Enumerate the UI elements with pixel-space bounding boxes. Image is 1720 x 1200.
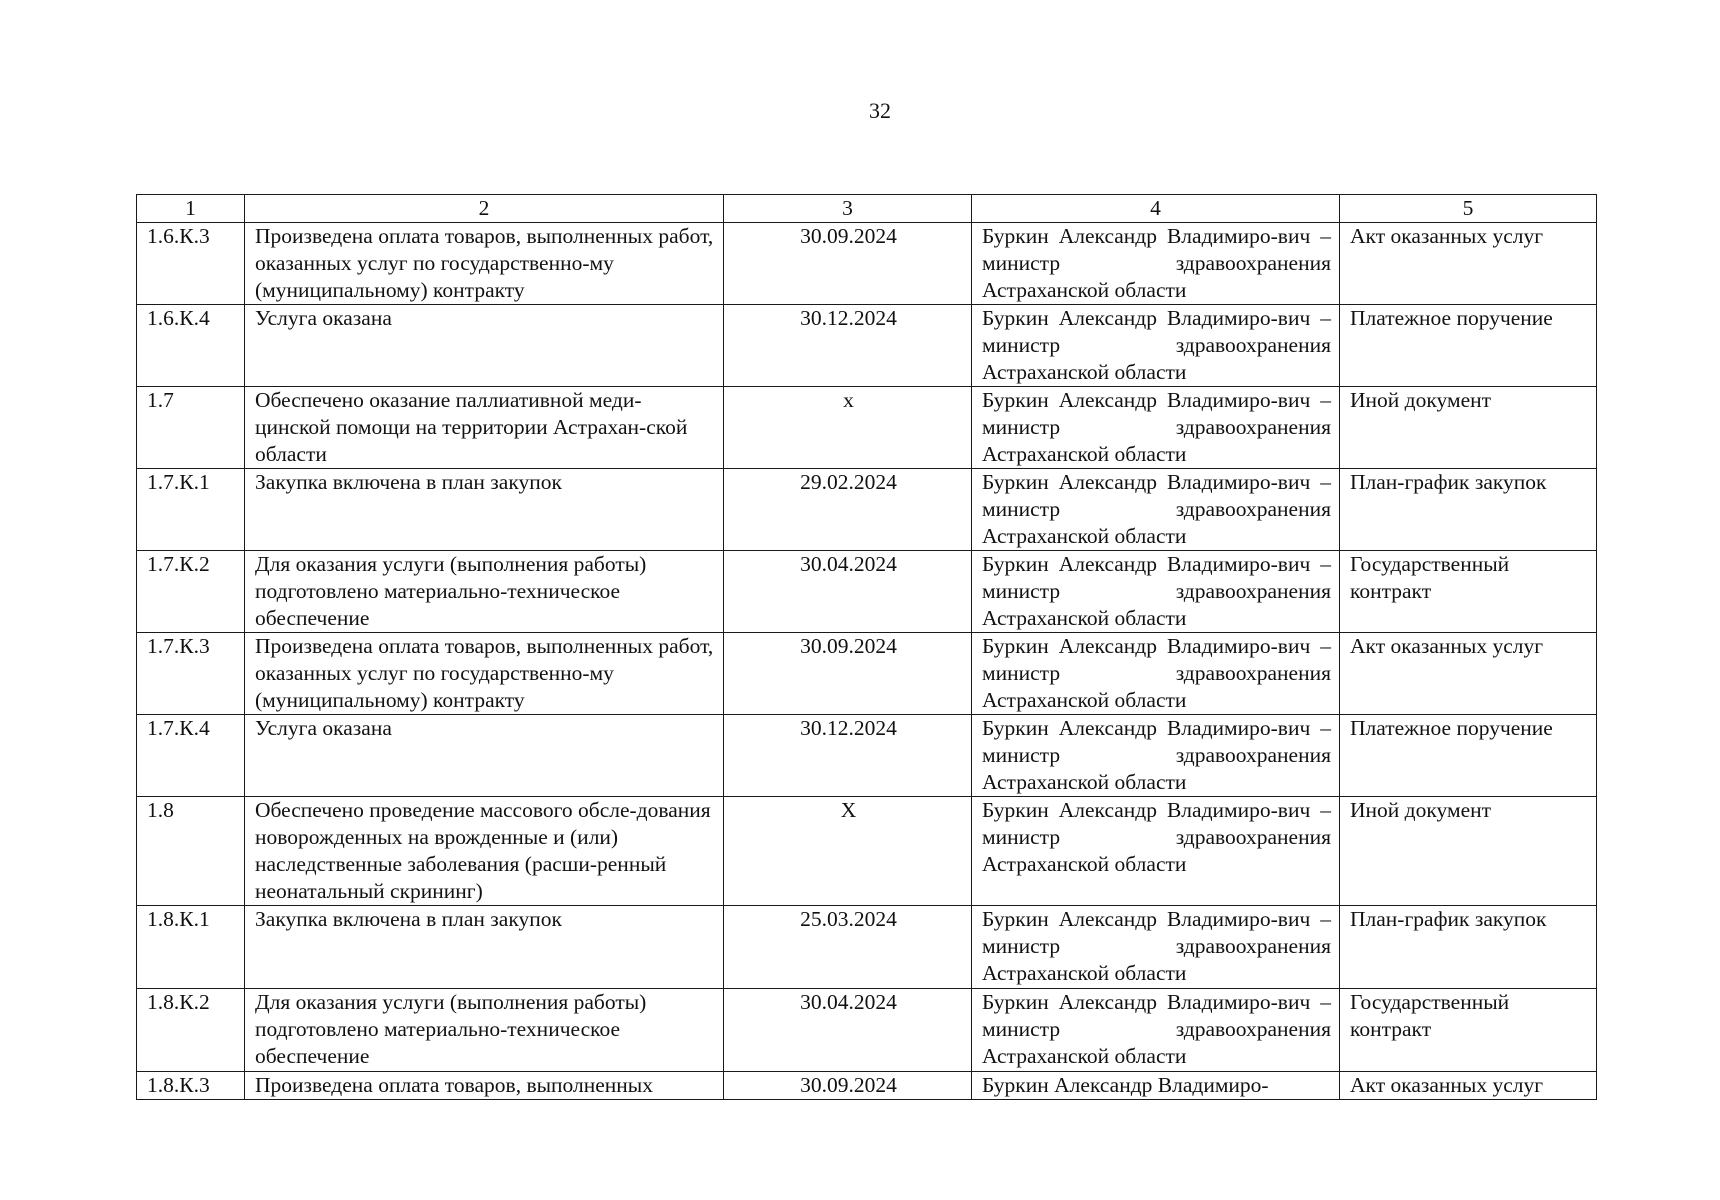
row-number: 1.7.К.3 [137, 633, 245, 715]
row-number: 1.8.К.2 [137, 989, 245, 1072]
table-row [137, 551, 1597, 633]
responsible-person: Буркин Александр Владимиро- [972, 1072, 1340, 1100]
document-type: Платежное поручение [1340, 305, 1597, 387]
table-row [137, 223, 1597, 305]
due-date: 30.09.2024 [724, 633, 972, 715]
table-row [137, 469, 1597, 551]
table-row [137, 797, 1597, 906]
document-type: План-график закупок [1340, 906, 1597, 989]
row-number: 1.7.К.1 [137, 469, 245, 551]
row-number: 1.7.К.2 [137, 551, 245, 633]
column-header-1: 1 [137, 195, 245, 223]
row-number: 1.8.К.1 [137, 906, 245, 989]
due-date: 30.09.2024 [724, 223, 972, 305]
table-row [137, 1072, 1597, 1100]
responsible-person: Буркин Александр Владимиро-вич – министр здравоохранения Астраханской области [972, 906, 1340, 989]
responsible-person: Буркин Александр Владимиро-вич – министр здравоохранения Астраханской области [972, 387, 1340, 469]
due-date: X [724, 797, 972, 906]
responsible-person: Буркин Александр Владимиро-вич – министр здравоохранения Астраханской области [972, 797, 1340, 906]
row-number: 1.8 [137, 797, 245, 906]
event-description: Для оказания услуги (выполнения работы) подготовлено материально-техническое обеспечение [245, 989, 724, 1072]
plan-table [136, 194, 1597, 1100]
document-type: Государственный контракт [1340, 551, 1597, 633]
responsible-person: Буркин Александр Владимиро-вич – министр здравоохранения Астраханской области [972, 223, 1340, 305]
responsible-person: Буркин Александр Владимиро-вич – министр здравоохранения Астраханской области [972, 633, 1340, 715]
document-type: Иной документ [1340, 387, 1597, 469]
due-date: 30.04.2024 [724, 551, 972, 633]
document-type: Акт оказанных услуг [1340, 223, 1597, 305]
table-row [137, 906, 1597, 989]
document-type: План-график закупок [1340, 469, 1597, 551]
due-date: 30.09.2024 [724, 1072, 972, 1100]
responsible-person: Буркин Александр Владимиро-вич – министр здравоохранения Астраханской области [972, 715, 1340, 797]
header-row [137, 195, 1597, 223]
row-number: 1.7.К.4 [137, 715, 245, 797]
document-type: Акт оказанных услуг [1340, 633, 1597, 715]
event-description: Произведена оплата товаров, выполненных работ, оказанных услуг по государственно-му (муниципальному) контракту [245, 633, 724, 715]
due-date: x [724, 387, 972, 469]
due-date: 30.04.2024 [724, 989, 972, 1072]
event-description: Услуга оказана [245, 305, 724, 387]
event-description: Закупка включена в план закупок [245, 906, 724, 989]
document-type: Иной документ [1340, 797, 1597, 906]
column-header-3: 3 [724, 195, 972, 223]
column-header-5: 5 [1340, 195, 1597, 223]
responsible-person: Буркин Александр Владимиро-вич – министр здравоохранения Астраханской области [972, 989, 1340, 1072]
table-row [137, 989, 1597, 1072]
due-date: 25.03.2024 [724, 906, 972, 989]
table-row [137, 387, 1597, 469]
due-date: 29.02.2024 [724, 469, 972, 551]
document-type: Платежное поручение [1340, 715, 1597, 797]
document-type: Государственный контракт [1340, 989, 1597, 1072]
row-number: 1.6.К.4 [137, 305, 245, 387]
event-description: Закупка включена в план закупок [245, 469, 724, 551]
responsible-person: Буркин Александр Владимиро-вич – министр здравоохранения Астраханской области [972, 469, 1340, 551]
row-number: 1.6.К.3 [137, 223, 245, 305]
event-description: Обеспечено проведение массового обсле-дования новорожденных на врожденные и (или) наследственные заболевания (расши-ренный неонатальный скрининг) [245, 797, 724, 906]
due-date: 30.12.2024 [724, 715, 972, 797]
row-number: 1.7 [137, 387, 245, 469]
table-row [137, 633, 1597, 715]
event-description: Для оказания услуги (выполнения работы) подготовлено материально-техническое обеспечение [245, 551, 724, 633]
column-header-2: 2 [245, 195, 724, 223]
row-number: 1.8.К.3 [137, 1072, 245, 1100]
column-header-4: 4 [972, 195, 1340, 223]
event-description: Услуга оказана [245, 715, 724, 797]
event-description: Произведена оплата товаров, выполненных работ, оказанных услуг по государственно-му (муниципальному) контракту [245, 223, 724, 305]
due-date: 30.12.2024 [724, 305, 972, 387]
event-description: Обеспечено оказание паллиативной меди-цинской помощи на территории Астрахан-ской области [245, 387, 724, 469]
table-row [137, 715, 1597, 797]
event-description: Произведена оплата товаров, выполненных [245, 1072, 724, 1100]
page-number: 32 [869, 98, 891, 123]
document-type: Акт оказанных услуг [1340, 1072, 1597, 1100]
responsible-person: Буркин Александр Владимиро-вич – министр здравоохранения Астраханской области [972, 551, 1340, 633]
responsible-person: Буркин Александр Владимиро-вич – министр здравоохранения Астраханской области [972, 305, 1340, 387]
table-row [137, 305, 1597, 387]
